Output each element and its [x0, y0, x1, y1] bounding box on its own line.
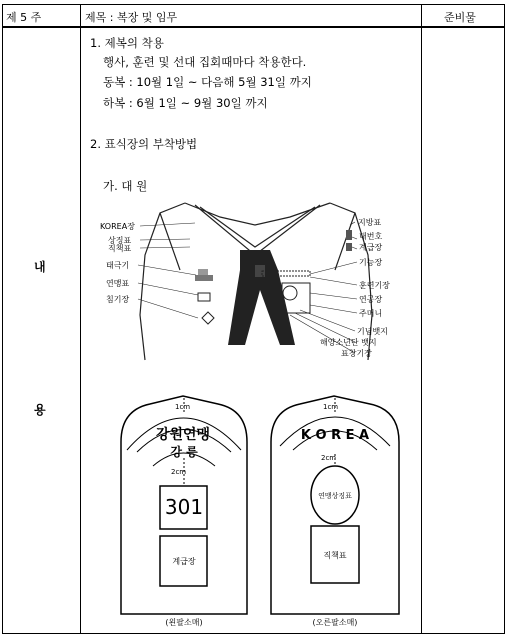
subject-title: 제목 : 복장 및 임무 [85, 11, 178, 24]
label-award: 표창기장 [341, 349, 372, 358]
left-measure-top: 1cm [175, 403, 191, 411]
right-caption: (오른팔소매) [312, 618, 358, 627]
label-needle: 침기장 [106, 295, 130, 304]
left-rank-label: 계급장 [172, 557, 196, 566]
label-region: 지방표 [358, 218, 382, 227]
label-federation: 연맹표 [106, 279, 130, 288]
label-position: 직책표 [108, 244, 132, 253]
side-label-2: 용 [34, 403, 46, 417]
left-arc-text: 강원연맹 [155, 427, 211, 443]
label-korea: KOREA장 [100, 222, 135, 231]
section1-line1: 행사, 훈련 및 선대 집회때마다 착용한다. [103, 55, 307, 69]
prep-header: 준비물 [444, 11, 476, 24]
column-divider-right [421, 4, 422, 634]
header-divider [2, 26, 505, 28]
label-symbol: 상징표 [108, 236, 132, 245]
label-troop-number: 대번호 [359, 232, 383, 241]
right-arc-text: K O R E A [300, 428, 370, 443]
section1-line3: 하복 : 6월 1일 ~ 9월 30일 까지 [103, 96, 268, 110]
right-measure-mid: 2cm [321, 454, 337, 462]
right-measure-top: 1cm [323, 403, 339, 411]
section1-title: 1. 제복의 착용 [90, 36, 164, 50]
week-label: 제 5 주 [6, 11, 42, 24]
label-training: 훈련기장 [359, 281, 390, 290]
left-region-text: 강 릉 [170, 445, 198, 459]
label-sea-scout: 해양소년단 뱃지 [320, 338, 377, 347]
label-pocket: 주머니 [359, 309, 383, 318]
federation-symbol-label: 연맹상징표 [318, 492, 352, 500]
uniform-diagram [100, 195, 410, 370]
left-sleeve-diagram [115, 392, 253, 632]
left-measure-mid: 2cm [171, 468, 187, 476]
label-service: 연공장 [359, 295, 383, 304]
label-skill: 기능장 [359, 258, 383, 267]
label-rank: 계급장 [359, 243, 383, 252]
column-divider-left [80, 4, 81, 634]
side-label-1: 내 [34, 260, 46, 274]
section1-line2: 동복 : 10월 1일 ~ 다음해 5월 31일 까지 [103, 75, 312, 89]
section2-title: 2. 표식장의 부착방법 [90, 137, 198, 151]
label-commemorative: 기념뱃지 [357, 327, 388, 336]
subsection-a: 가. 대 원 [103, 179, 148, 193]
troop-number: 301 [164, 495, 204, 519]
left-caption: (왼팔소매) [165, 618, 203, 627]
label-flag: 태극기 [106, 261, 130, 270]
position-label: 직책표 [323, 551, 347, 560]
right-sleeve-diagram [265, 392, 405, 632]
